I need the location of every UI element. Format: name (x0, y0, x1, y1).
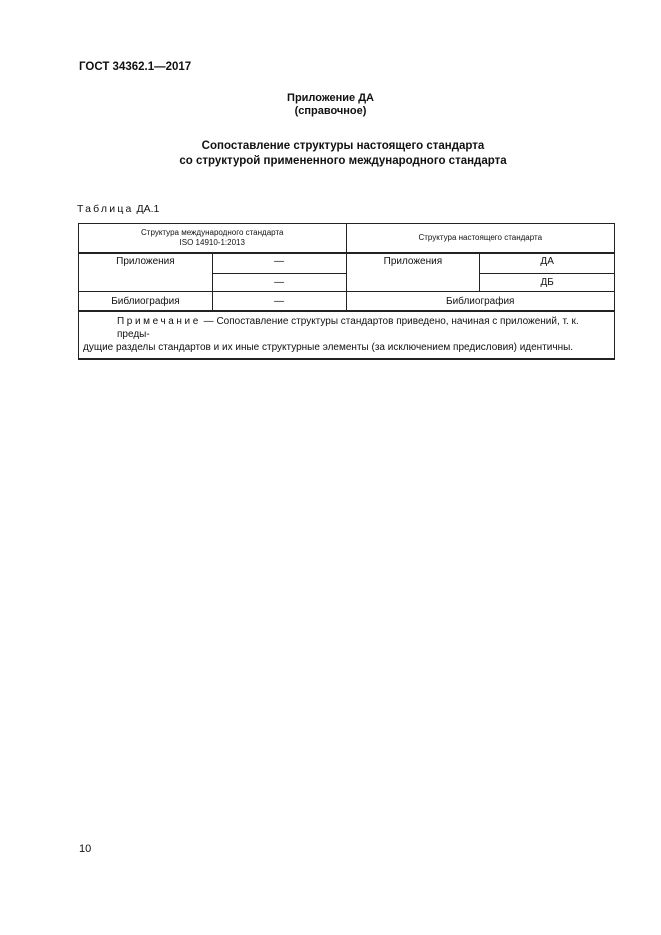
table-caption-word: Таблица (77, 203, 134, 215)
cell-national-annexes: Приложения (346, 253, 480, 292)
cell-international-ref: — (212, 274, 346, 292)
cell-national-ref: ДА (480, 253, 615, 274)
table-note-line-1 (83, 315, 610, 341)
cell-international-bibliography: Библиография (79, 292, 213, 312)
annex-kind: (справочное) (294, 105, 367, 117)
cell-national-ref: ДБ (480, 274, 615, 292)
note-label: Примечание (117, 316, 201, 327)
note-text-line-1: — Сопоставление структуры стандартов приведено, начиная с приложений, т. к. преды- (117, 316, 579, 340)
header-international-label: Структура международного стандарта (141, 228, 284, 237)
table-row (79, 253, 615, 274)
cell-national-bibliography: Библиография (346, 292, 615, 312)
document-code: ГОСТ 34362.1—2017 (79, 61, 192, 73)
page-number: 10 (79, 843, 92, 855)
section-heading-line-1: Сопоставление структуры настоящего стандарта (201, 140, 485, 152)
section-heading-line-2: со структурой примененного международного стандарта (179, 155, 507, 167)
table-caption (77, 203, 159, 215)
comparison-table (78, 223, 615, 360)
header-international-standard: ISO 14910-1:2013 (179, 238, 245, 247)
cell-international-ref: — (212, 292, 346, 312)
header-national-structure: Структура настоящего стандарта (346, 224, 615, 254)
header-international-structure (79, 224, 347, 254)
cell-international-annexes: Приложения (79, 253, 213, 292)
annex-title: Приложение ДА (287, 92, 374, 104)
note-text-line-2: дущие разделы стандартов и их иные структурные элементы (за исключением предисловия) идентичны. (83, 342, 574, 353)
table-note-row (79, 311, 615, 359)
table-note (79, 311, 615, 359)
cell-international-ref: — (212, 253, 346, 274)
table-header-row (79, 224, 615, 254)
table-caption-number: ДА.1 (136, 203, 160, 215)
table-row (79, 292, 615, 312)
